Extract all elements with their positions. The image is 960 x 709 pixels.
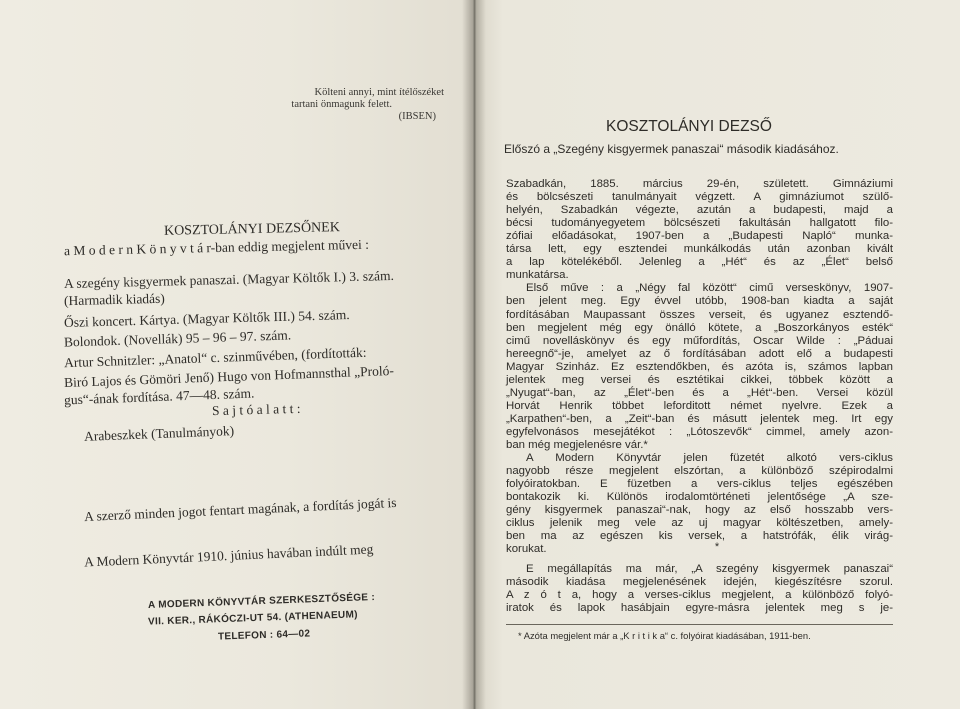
footnote: * Azóta megjelent már a „K r i t i k a“ c. folyóirat kiadásában, 1911-ben. <box>518 630 811 641</box>
footnote-divider <box>506 624 893 625</box>
imprint-line: A MODERN KÖNYVTÁR SZERKESZTŐSÉGE : <box>147 592 376 611</box>
works-item: A szegény kisgyermek panaszai. (Magyar Költők I.) 3. szám. <box>63 267 395 292</box>
rights-notice: A szerző minden jogot fentart magának, a fordítás jogát is <box>83 494 397 525</box>
works-item: (Harmadik kiadás) <box>63 290 165 309</box>
body-line: Szabadkán, 1885. március 29-én, született. Gimnáziumi <box>506 178 893 190</box>
imprint-line: TELEFON : 64—02 <box>217 628 311 643</box>
works-item: Artur Schnitzler: „Anatol“ c. szinművében, (fordították: <box>63 344 367 371</box>
body-line: második kiadása megjelenésének idején, kiegészítésre szorul. <box>506 576 893 589</box>
left-page <box>0 0 474 709</box>
works-heading: KOSZTOLÁNYI DEZSŐNEK <box>163 220 341 239</box>
in-press-title: Arabeszkek (Tanulmányok) <box>83 423 235 444</box>
motto-line: Költeni annyi, mint ítélőszéket <box>314 87 444 98</box>
body-line: A z ó t a, hogy a verses-ciklus megjelent, a különböző folyó- <box>506 589 893 602</box>
right-page <box>474 0 960 709</box>
body-line: ban még megjelenésre vár.* <box>506 439 648 451</box>
works-item: gus“-ának fordítása. 47—48. szám. <box>63 385 255 408</box>
motto-line: tartani önmagunk felett. <box>291 99 392 110</box>
page-title: KOSZTOLÁNYI DEZSŐ <box>606 118 772 135</box>
body-line: a lap kötelékéből. Jelenleg a „Hét“ és az „Élet“ belső <box>506 256 893 269</box>
body-line: hereegnő“-je, amelyet az ő fordításában adott elő a budapesti <box>506 347 893 360</box>
body-line: zófiai előadásokat, 1907-ben a „Budapesti Napló“ munka- <box>506 230 893 243</box>
works-item: Biró Lajos és Gömöri Jenő) Hugo von Hofmannsthal „Proló- <box>63 362 395 391</box>
body-line: helyén, Szabadkán végezte, azután a budapesti, majd a <box>506 204 893 217</box>
body-line: nagyobb része megjelent elszórtan, a különböző szépirodalmi <box>506 465 893 478</box>
body-line: Magyar Szinház. Ez esztendőkben, és azóta is, számos lapban <box>506 360 893 373</box>
body-line: munkatársa. <box>506 269 569 282</box>
body-line: korukat. <box>506 543 547 556</box>
body-line: egyfelvonásos mesejátékot : „Lótoszevők“ cimmel, amely azon- <box>506 425 893 438</box>
works-item: Őszi koncert. Kártya. (Magyar Költők III.) 54. szám. <box>63 307 350 330</box>
body-line: Első műve : a „Négy fal között“ cimű verseskönyv, 1907- <box>526 282 893 295</box>
in-press-heading: S a j t ó a l a t t : <box>211 400 301 419</box>
body-line: fordításában Maupassant összes verseit, és ugyanez esztendő- <box>506 308 893 321</box>
body-line: ben ma az egészen kis versek, a hatstrófák, élik virág- <box>506 530 893 543</box>
body-line: bécsi tudományegyetem bölcsészeti fakultásán hallgatott filo- <box>506 217 893 230</box>
works-item: Bolondok. (Novellák) 95 – 96 – 97. szám. <box>63 327 292 350</box>
body-line: jelentek meg versei és esztétikai cikkei, többek között a <box>506 373 893 386</box>
page-subtitle: Előszó a „Szegény kisgyermek panaszai“ második kiadásához. <box>504 142 839 156</box>
body-line: gény kisgyermek panaszai“-nak, hogy az első hosszabb vers- <box>506 504 893 517</box>
body-line: társa lett, egy esztendei munkálkodás után azonban kivált <box>506 243 893 256</box>
body-line: Horvát Henrik többet leforditott német nyelvre. Ezek a <box>506 399 893 412</box>
book-gutter <box>462 0 486 709</box>
publisher-date: A Modern Könyvtár 1910. június havában indúlt meg <box>83 541 374 570</box>
body-line: A Modern Könyvtár jelen füzetét alkotó vers-ciklus <box>526 452 893 465</box>
body-line: „Nyugat“-ban, az „Élet“-ben és a „Hét“-ben. Versei közül <box>506 386 893 399</box>
body-line: cimű novelláskönyv és egy műfordítás, Oscar Wilde : „Páduai <box>506 334 893 347</box>
motto-author: (IBSEN) <box>398 111 436 122</box>
motto <box>276 87 444 123</box>
body-line: ben jelent meg. Egy évvel utóbb, 1908-ban kiadta a saját <box>506 295 893 308</box>
body-line: ciklus jelenik meg vele az uj magyar költészetben, amely- <box>506 517 893 530</box>
body-line: iratok és lapok hasábjain egyre-másra jelentek meg s je- <box>506 602 893 615</box>
section-separator: * <box>714 541 720 553</box>
body-line: folyóiratokban. E füzetben a vers-ciklus teljes egészében <box>506 478 893 491</box>
body-line: és bölcsészeti tanulmányait végzett. A gimnáziumot szülő- <box>506 191 893 204</box>
body-line: ben megjelent még egy önálló kötete, a „Boszorkányos esték“ <box>506 321 893 334</box>
body-line: E megállapítás ma már, „A szegény kisgyermek panaszai“ <box>526 563 893 575</box>
body-line: „Karpathen“-ben, a „Zeit“-ban és másutt jelentek meg. Irt egy <box>506 412 893 425</box>
imprint-line: VII. KER., RÁKÓCZI-UT 54. (ATHENAEUM) <box>147 609 358 628</box>
body-line: bontakozik ki. Különös irodalomtörténeti jelentősége „A sze- <box>506 491 893 504</box>
works-intro: a M o d e r n K ö n y v t á r-ban eddig megjelent művei : <box>63 236 370 259</box>
